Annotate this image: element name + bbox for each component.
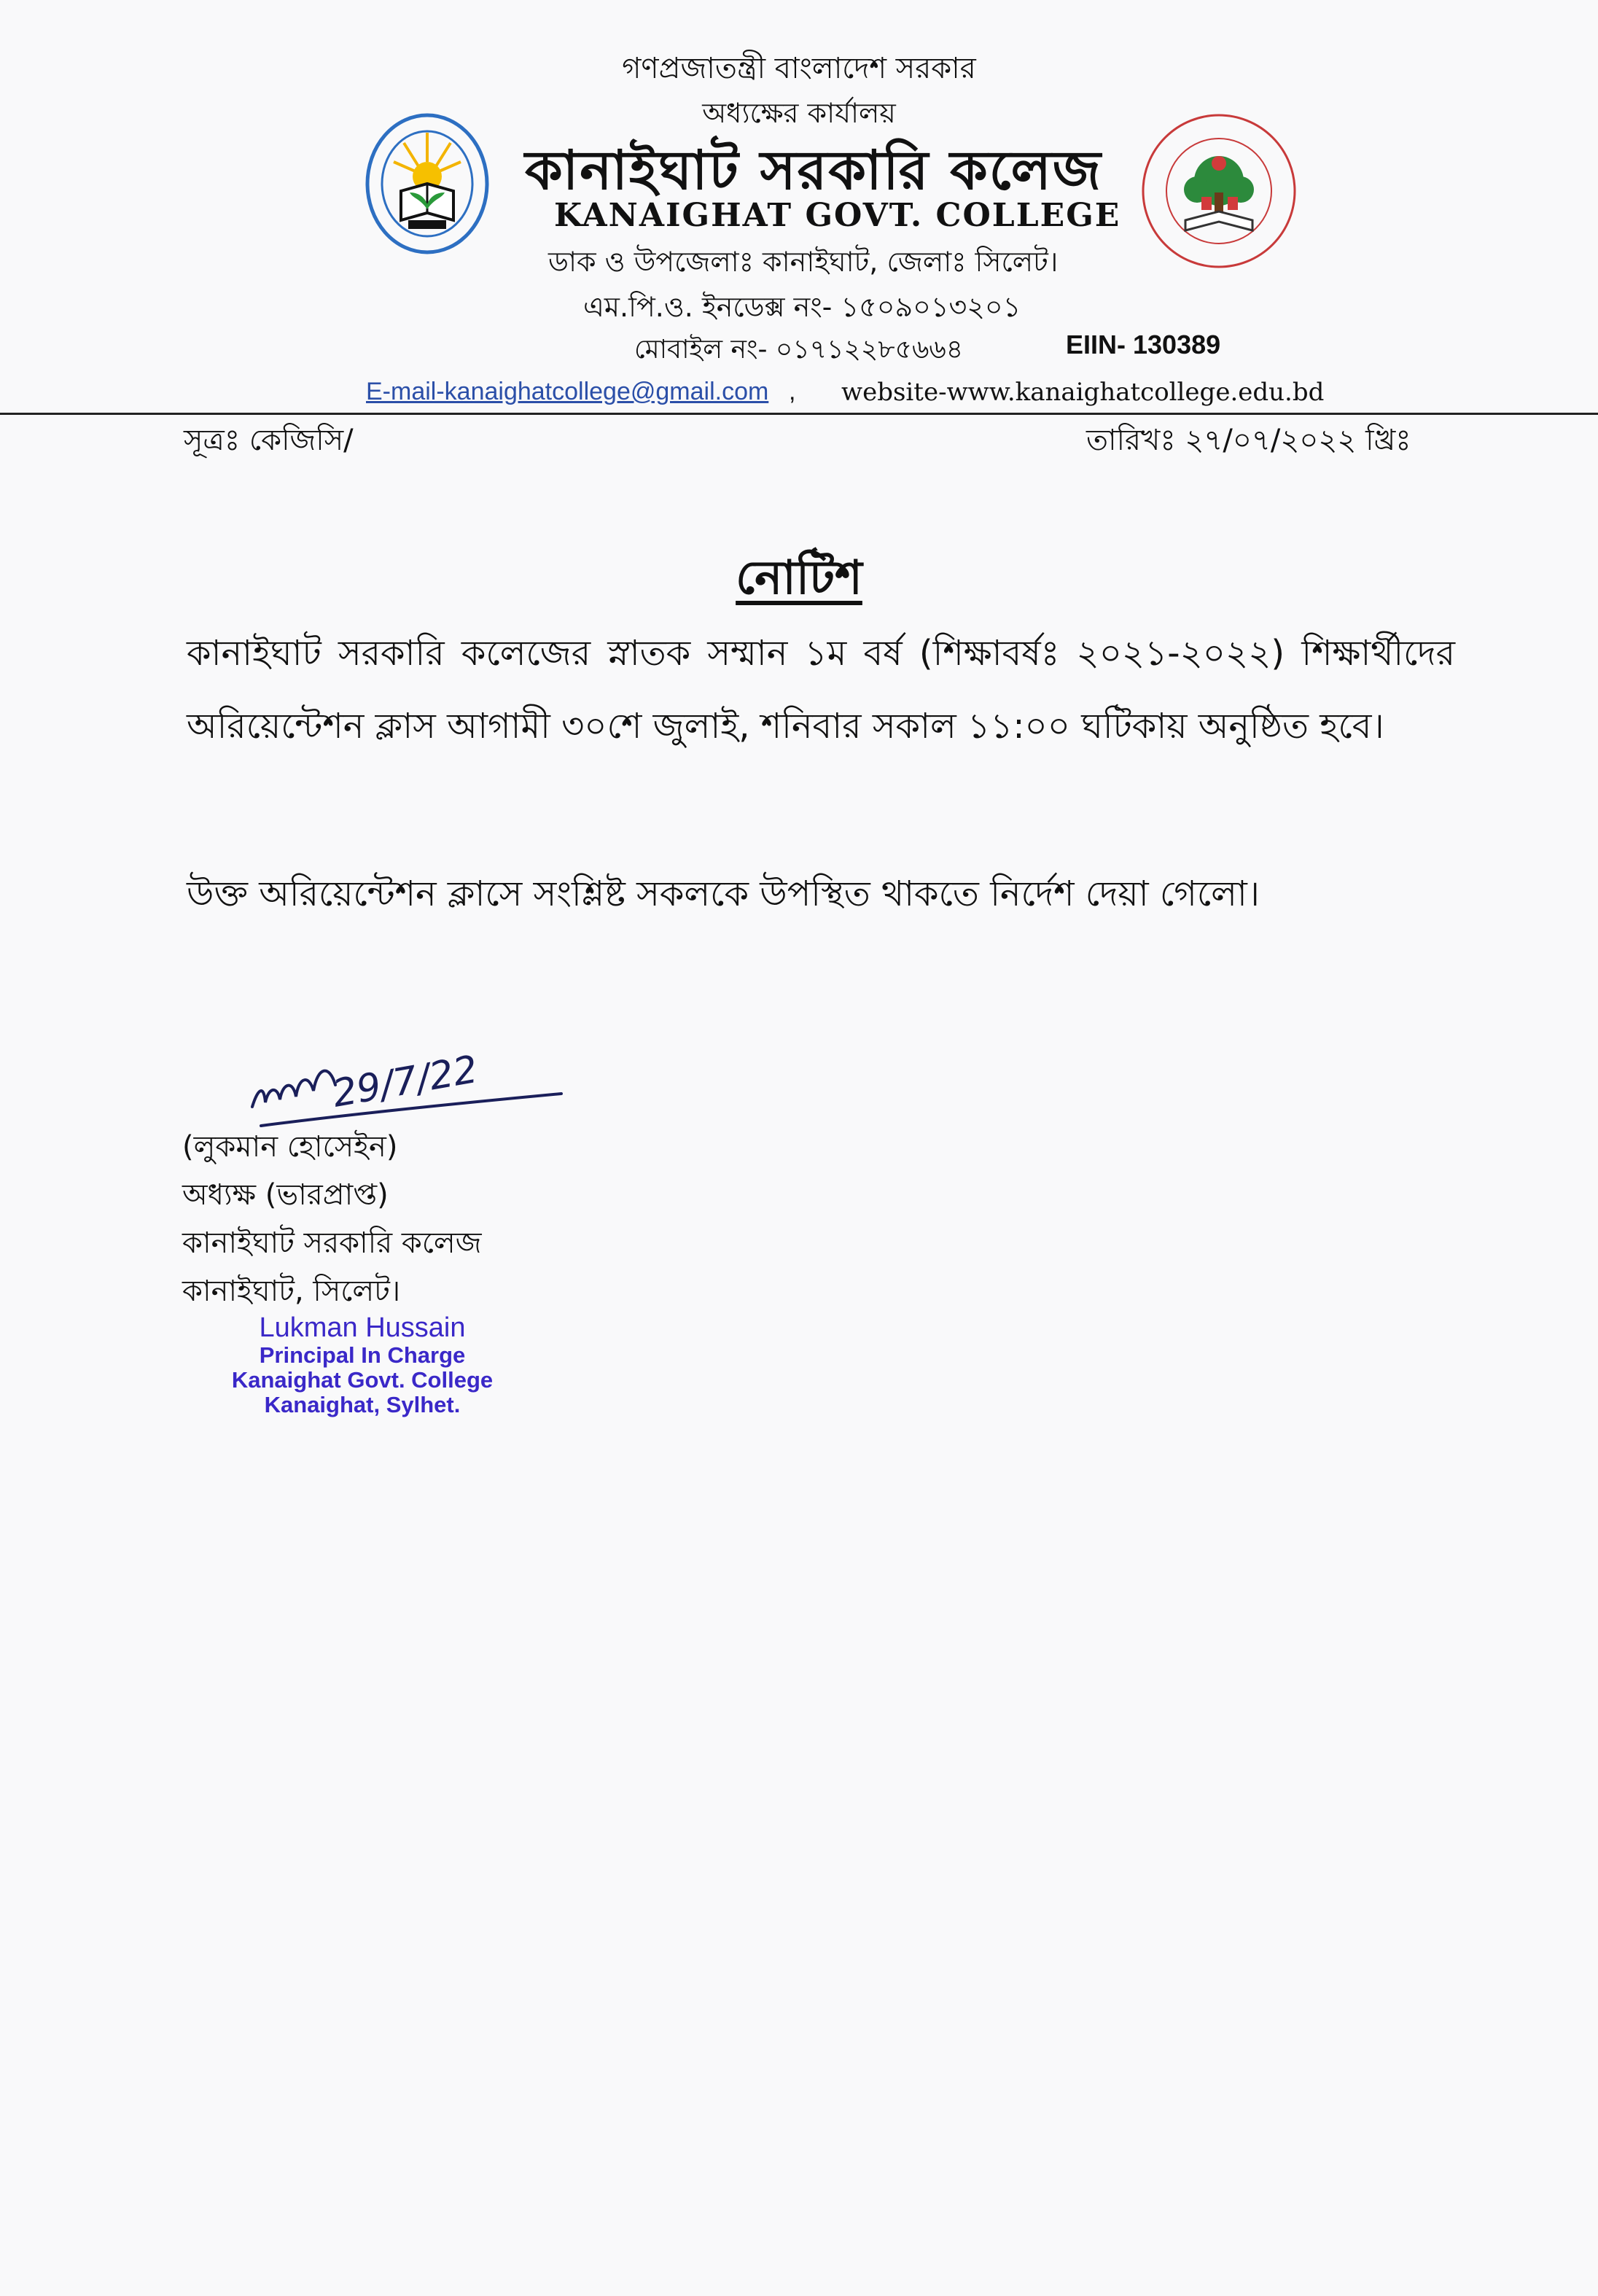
signature-block (182, 1123, 482, 1315)
stamp-title: Principal In Charge (259, 1342, 466, 1368)
eiin-number: EIIN- 130389 (1066, 330, 1221, 359)
notice-paragraph-1: কানাইঘাট সরকারি কলেজের স্নাতক সম্মান ১ম বর্ষ (শিক্ষাবর্ষঃ ২০২১-২০২২) শিক্ষার্থীদের অরিয়েন্টেশন ক্লাস আগামী ৩০শে জুলাই, শনিবার সকাল ১১:০০ ঘটিকায় অনুষ্ঠিত হবে। (187, 633, 1455, 747)
college-name-bengali: কানাইঘাট সরকারি কলেজ (525, 139, 1102, 202)
signatory-institution: কানাইঘাট সরকারি কলেজ (182, 1226, 482, 1260)
signatory-name: (লুকমান হোসেইন) (182, 1130, 398, 1164)
signatory-location: কানাইঘাট, সিলেট। (182, 1275, 401, 1308)
email-separator: , (789, 378, 796, 405)
notice-date: তারিখঃ ২৭/০৭/২০২২ খ্রিঃ (1086, 424, 1411, 457)
reference-number: সূত্রঃ কেজিসি/ (184, 424, 354, 457)
mobile-number: মোবাইল নং- ০১৭১২২৮৫৬৬৪ (634, 335, 964, 365)
notice-title-text: নোটিশ (736, 551, 862, 605)
mpo-index-line: এম.পি.ও. ইনডেক্স নং- ১৫০৯০১৩২০১ (583, 291, 1021, 323)
notice-title (0, 542, 1598, 620)
principal-stamp (227, 1312, 497, 1417)
signatory-designation: অধ্যক্ষ (ভারপ্রাপ্ত) (182, 1178, 389, 1212)
address-line: ডাক ও উপজেলাঃ কানাইঘাট, জেলাঃ সিলেট। (548, 246, 1059, 278)
website-link[interactable]: website-www.kanaighatcollege.edu.bd (841, 378, 1325, 407)
email-link[interactable]: E-mail-kanaighatcollege@gmail.com (366, 378, 769, 405)
signature-date: 29/7/22 (329, 1047, 481, 1116)
college-seal-icon (362, 111, 493, 257)
stamp-college: Kanaighat Govt. College (231, 1367, 494, 1393)
national-motto-seal-icon (1139, 111, 1299, 271)
notice-paragraph-2: উক্ত অরিয়েন্টেশন ক্লাসে সংশ্লিষ্ট সকলকে উপস্থিত থাকতে নির্দেশ দেয়া গেলো। (187, 873, 1260, 914)
header-divider (0, 413, 1598, 415)
stamp-place: Kanaighat, Sylhet. (264, 1392, 461, 1417)
office-line: অধ্যক্ষের কার্যালয় (702, 97, 896, 129)
college-name-english: KANAIGHAT GOVT. COLLEGE (554, 197, 1121, 234)
government-line: গণপ্রজাতন্ত্রী বাংলাদেশ সরকার (622, 52, 976, 85)
stamp-name: Lukman Hussain (259, 1312, 466, 1343)
